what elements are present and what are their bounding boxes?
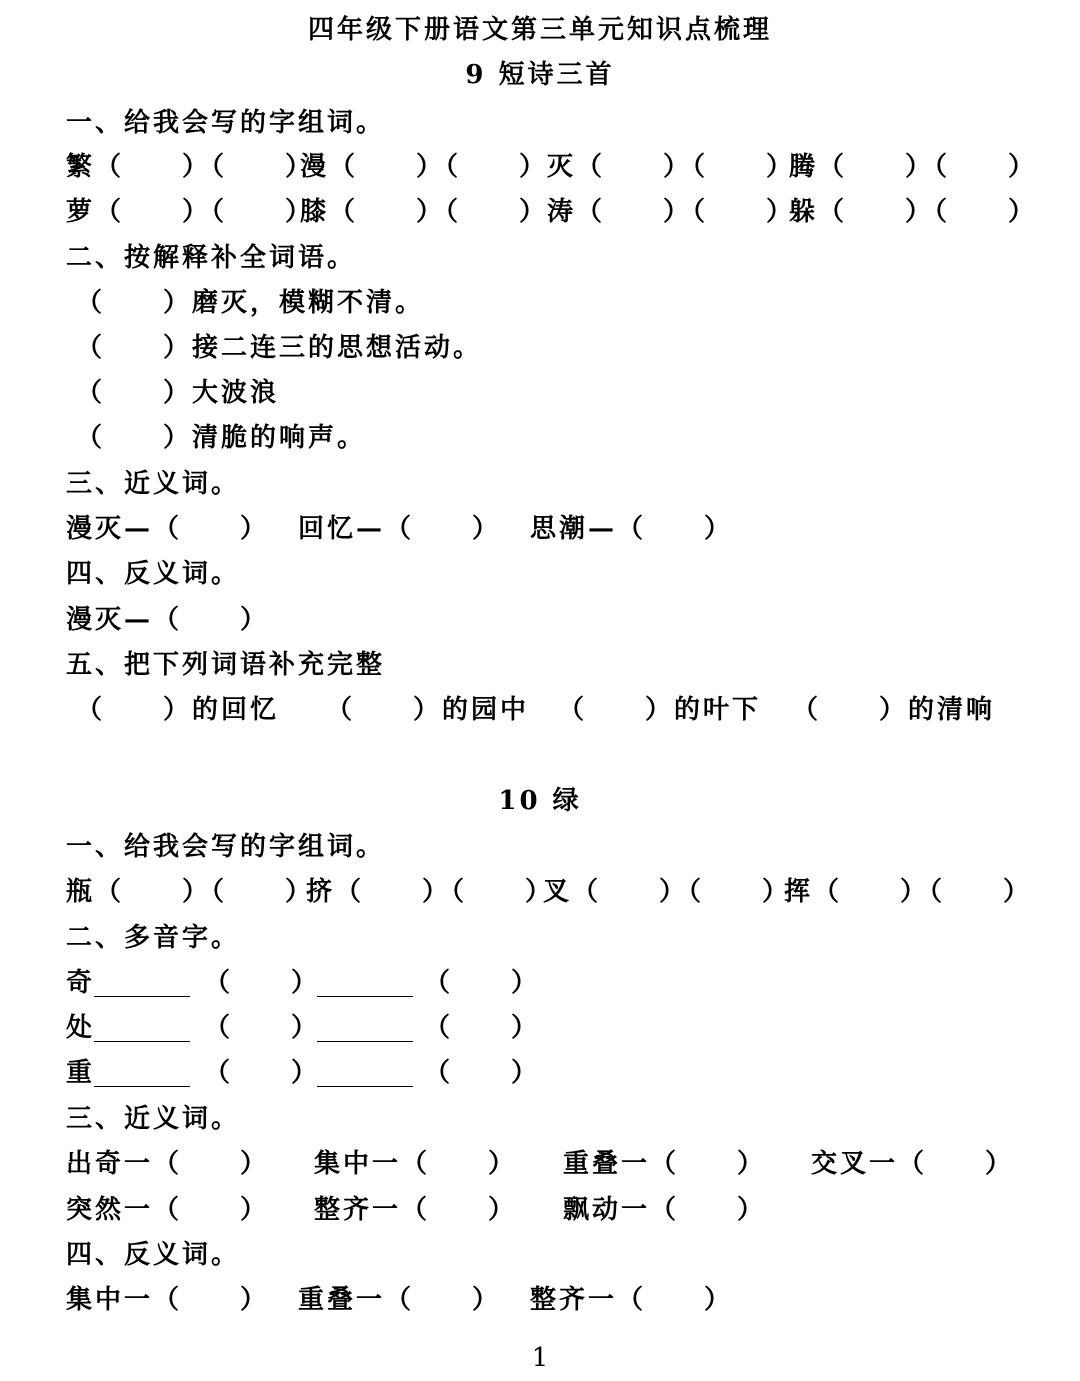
word-group-item: 腾（ ）（ ） xyxy=(789,152,1038,182)
synonym-item: 回忆—（ ） xyxy=(298,514,502,544)
page-number: 1 xyxy=(531,1343,549,1373)
pinyin-bracket: （ ） xyxy=(424,1058,541,1088)
synonym-item: 重叠一（ ） xyxy=(563,1149,767,1179)
phrase-item: （ ）的回忆 xyxy=(76,695,280,725)
definition-item: （ ）清脆的响声。 xyxy=(76,423,367,453)
synonym-item: 飘动一（ ） xyxy=(563,1195,767,1225)
word-group-item: 躲（ ）（ ） xyxy=(789,197,1038,227)
definition-item: （ ）大波浪 xyxy=(76,378,280,408)
l9-section2-title: 二、按解释补全词语。 xyxy=(66,243,357,273)
l10-section4-title: 四、反义词。 xyxy=(66,1240,241,1270)
l10-section2-title: 二、多音字。 xyxy=(66,923,241,953)
antonym-item: 重叠一（ ） xyxy=(298,1285,502,1315)
polyphone-char: 重 xyxy=(66,1058,96,1088)
phrase-item: （ ）的叶下 xyxy=(558,695,762,725)
l9-section5-title: 五、把下列词语补充完整 xyxy=(66,650,386,680)
synonym-item: 突然一（ ） xyxy=(66,1195,270,1225)
l10-section3-title: 三、近义词。 xyxy=(66,1104,241,1134)
synonym-item: 出奇一（ ） xyxy=(66,1149,270,1179)
word-group-item: 叉（ ）（ ） xyxy=(543,877,792,907)
pinyin-blank xyxy=(317,1060,413,1087)
l9-s5-row xyxy=(76,690,995,730)
l9-section1-title: 一、给我会写的字组词。 xyxy=(66,108,386,138)
definition-item: （ ）接二连三的思想活动。 xyxy=(76,333,483,363)
polyphone-row xyxy=(66,1053,541,1093)
pinyin-blank xyxy=(317,970,413,997)
word-group-item: 膝（ ）（ ） xyxy=(300,197,549,227)
phrase-item: （ ）的清响 xyxy=(792,695,996,725)
synonym-item: 漫灭—（ ） xyxy=(66,514,270,544)
polyphone-char: 奇 xyxy=(66,968,96,998)
pinyin-bracket: （ ） xyxy=(204,1058,321,1088)
word-group-item: 挥（ ）（ ） xyxy=(784,877,1033,907)
pinyin-bracket: （ ） xyxy=(424,1013,541,1043)
l9-s3-row xyxy=(66,509,733,549)
pinyin-blank xyxy=(317,1015,413,1042)
pinyin-bracket: （ ） xyxy=(424,968,541,998)
phrase-item: （ ）的园中 xyxy=(326,695,530,725)
antonym-item: 整齐一（ ） xyxy=(530,1285,734,1315)
pinyin-bracket: （ ） xyxy=(204,1013,321,1043)
l10-s3-row2 xyxy=(66,1190,766,1230)
l10-s3-row1 xyxy=(66,1144,1014,1184)
l9-section4-title: 四、反义词。 xyxy=(66,559,241,589)
l9-s1-row1 xyxy=(66,147,1037,187)
polyphone-row xyxy=(66,1008,541,1048)
word-group-item: 萝（ ）（ ） xyxy=(66,197,315,227)
synonym-item: 整齐一（ ） xyxy=(314,1195,518,1225)
l10-s1-row1 xyxy=(66,872,1032,912)
lesson10-heading: 10 绿 xyxy=(498,786,582,816)
word-group-item: 瓶（ ）（ ） xyxy=(66,877,315,907)
synonym-item: 集中一（ ） xyxy=(314,1149,518,1179)
synonym-item: 交叉一（ ） xyxy=(811,1149,1015,1179)
definition-item: （ ）磨灭，模糊不清。 xyxy=(76,288,425,318)
pinyin-bracket: （ ） xyxy=(204,968,321,998)
synonym-item: 思潮—（ ） xyxy=(530,514,734,544)
pinyin-blank xyxy=(94,1060,190,1087)
l9-s1-row2 xyxy=(66,192,1037,232)
pinyin-blank xyxy=(94,970,190,997)
pinyin-blank xyxy=(94,1015,190,1042)
word-group-item: 涛（ ）（ ） xyxy=(547,197,796,227)
word-group-item: 灭（ ）（ ） xyxy=(547,152,796,182)
l9-section3-title: 三、近义词。 xyxy=(66,469,241,499)
lesson9-heading: 9 短诗三首 xyxy=(465,60,615,90)
polyphone-char: 处 xyxy=(66,1013,96,1043)
l10-section1-title: 一、给我会写的字组词。 xyxy=(66,832,386,862)
polyphone-row xyxy=(66,963,541,1003)
word-group-item: 繁（ ）（ ） xyxy=(66,152,315,182)
l10-s4-row xyxy=(66,1280,733,1320)
word-group-item: 挤（ ）（ ） xyxy=(306,877,555,907)
antonym-item: 集中一（ ） xyxy=(66,1285,270,1315)
antonym-item: 漫灭—（ ） xyxy=(66,605,270,635)
page-title: 四年级下册语文第三单元知识点梳理 xyxy=(307,15,772,45)
word-group-item: 漫（ ）（ ） xyxy=(300,152,549,182)
